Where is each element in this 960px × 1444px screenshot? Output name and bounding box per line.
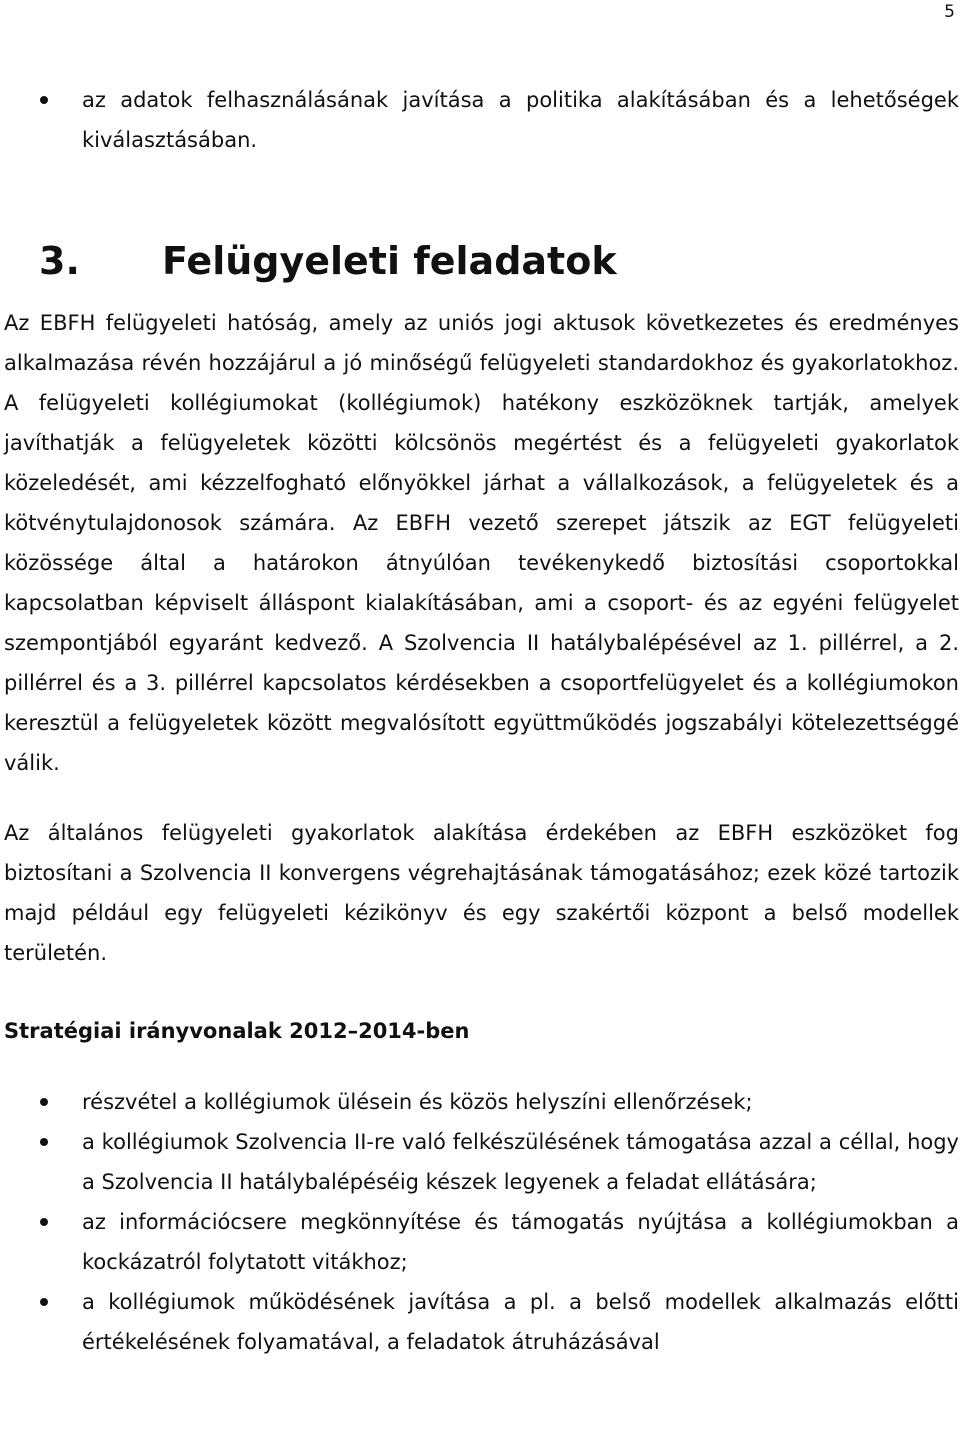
- list-item: részvétel a kollégiumok ülésein és közös helyszíni ellenőrzések;: [4, 1082, 959, 1122]
- list-item: a kollégiumok működésének javítása a pl. a belső modellek alkalmazás előtti értékelésének folyamatával, a feladatok átruházásával: [4, 1282, 959, 1362]
- section-title: Felügyeleti feladatok: [162, 239, 617, 283]
- list-item: a kollégiumok Szolvencia II-re való felkészülésének támogatása azzal a céllal, hogy a Szolvencia II hatálybalépéséig készek legyenek a feladat ellátására;: [4, 1122, 959, 1202]
- strategy-bullet-list: [4, 1082, 959, 1362]
- section-heading: [4, 238, 959, 284]
- paragraph-practices: Az általános felügyeleti gyakorlatok alakítása érdekében az EBFH eszközöket fog biztosítani a Szolvencia II konvergens végrehajtásának támogatásához; ezek közé tartozik majd például egy felügyeleti kézikönyv és egy szakértői központ a belső modellek területén.: [4, 821, 959, 965]
- intro-bullet-list: [4, 80, 959, 160]
- page-number: 5: [944, 2, 955, 22]
- list-item: az információcsere megkönnyítése és támogatás nyújtása a kollégiumokban a kockázatról folytatott vitákhoz;: [4, 1202, 959, 1282]
- section-number: 3.: [39, 239, 80, 283]
- strategy-heading: Stratégiai irányvonalak 2012–2014-ben: [4, 1019, 470, 1043]
- list-item: az adatok felhasználásának javítása a politika alakításában és a lehetőségek kiválasztásában.: [4, 80, 959, 160]
- paragraph-supervision: Az EBFH felügyeleti hatóság, amely az uniós jogi aktusok következetes és eredményes alkalmazása révén hozzájárul a jó minőségű felügyeleti standardokhoz és gyakorlatokhoz. A felügyeleti kollégiumokat (kollégiumok) hatékony eszközöknek tartják, amelyek javíthatják a felügyeletek közötti kölcsönös megértést és a felügyeleti gyakorlatok közeledését, ami kézzelfogható előnyökkel járhat a vállalkozások, a felügyeletek és a kötvénytulajdonosok számára. Az EBFH vezető szerepet játszik az EGT felügyeleti közössége által a határokon átnyúlóan tevékenykedő biztosítási csoportokkal kapcsolatban képviselt álláspont kialakításában, ami a csoport- és az egyéni felügyelet szempontjából egyaránt kedvező. A Szolvencia II hatálybalépésével az 1. pillérrel, a 2. pillérrel és a 3. pillérrel kapcsolatos kérdésekben a csoportfelügyelet és a kollégiumokon keresztül a felügyeletek között megvalósított együttműködés jogszabályi kötelezettséggé válik.: [4, 311, 959, 775]
- document-body: [4, 80, 959, 1362]
